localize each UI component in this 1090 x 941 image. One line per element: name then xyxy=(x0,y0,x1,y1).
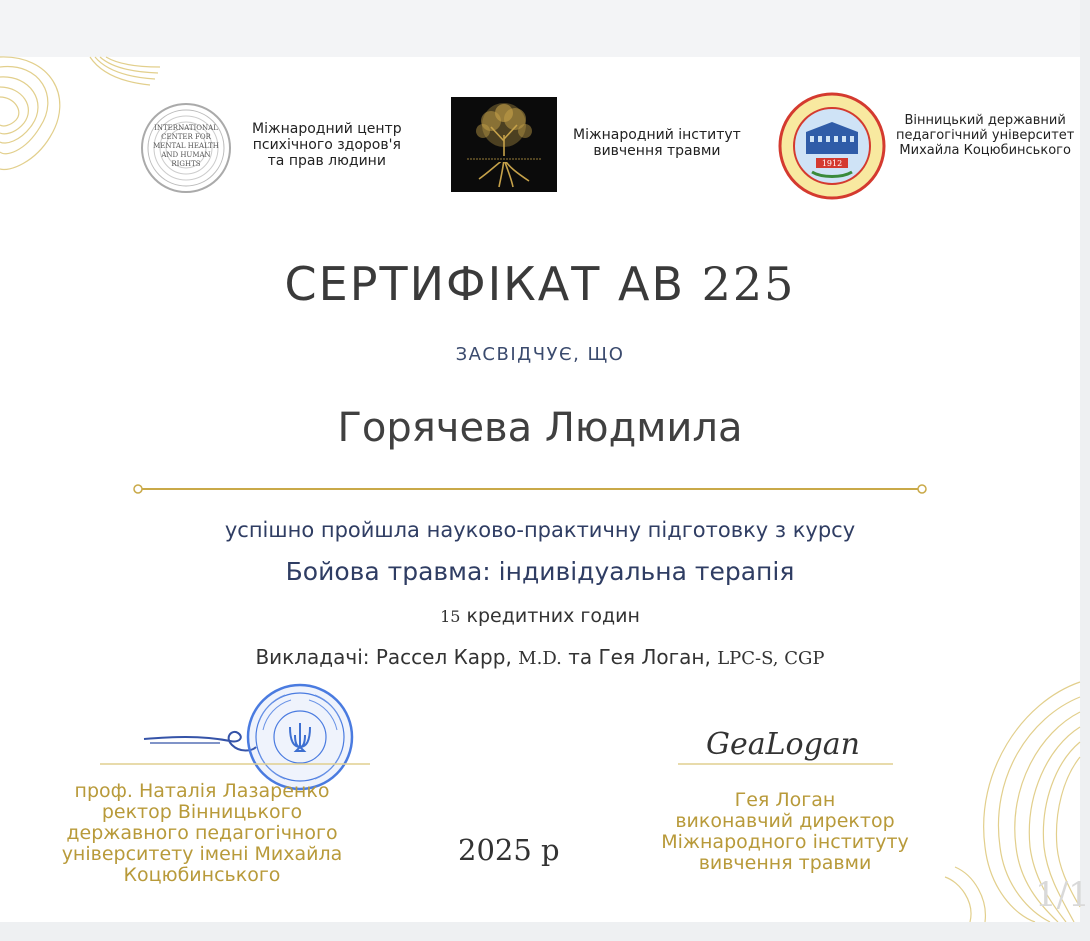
recipient-name: Горячева Людмила xyxy=(337,405,743,451)
svg-text:MENTAL HEALTH: MENTAL HEALTH xyxy=(153,142,219,150)
certifies-label: ЗАСВІДЧУЄ, ЩО xyxy=(455,344,625,365)
signature-icon xyxy=(140,707,260,757)
svg-text:INTERNATIONAL: INTERNATIONAL xyxy=(154,124,218,132)
university-emblem-icon xyxy=(778,92,886,200)
left-signature-line xyxy=(100,763,370,766)
trident-icon xyxy=(284,721,316,755)
bottom-bar xyxy=(0,922,1080,941)
certificate-page xyxy=(0,57,1090,922)
certificate-number: 225 xyxy=(701,257,796,311)
right-signatory: Гея Логан виконавчий директор Міжнародного інституту вивчення травми xyxy=(661,789,909,874)
university-name: Вінницький державний педагогічний університет Михайла Коцюбинського xyxy=(896,113,1075,158)
course-title: Бойова травма: індивідуальна терапія xyxy=(285,557,795,586)
svg-text:AND HUMAN: AND HUMAN xyxy=(161,151,211,159)
certificate-title: СЕРТИФІКАТ АВ 225 xyxy=(284,257,796,311)
svg-text:CENTER FOR: CENTER FOR xyxy=(161,133,211,141)
issue-year: 2025 р xyxy=(458,833,560,867)
signature-icon xyxy=(700,712,860,782)
right-signature-line xyxy=(678,763,893,766)
center-name: Міжнародний центр психічного здоров'я та прав людини xyxy=(252,121,402,169)
teachers-line: Викладачі: Рассел Карр, M.D. та Гея Логан, LPC-S, CGP xyxy=(255,645,825,669)
credit-hours: 15 кредитних годин xyxy=(440,605,640,627)
institute-name: Міжнародний інститут вивчення травми xyxy=(573,127,741,159)
left-signatory: проф. Наталія Лазаренко ректор Вінницького державного педагогічного університету імені Михайла Коцюбинського xyxy=(61,780,343,886)
center-seal-icon xyxy=(140,102,232,194)
tree-logo-icon xyxy=(451,97,557,192)
page-indicator: 1/1 xyxy=(1035,875,1090,915)
completion-statement: успішно пройшла науково-практичну підготовку з курсу xyxy=(224,518,856,542)
svg-text:GeaLogan: GeaLogan xyxy=(706,727,860,762)
svg-text:1912: 1912 xyxy=(821,159,843,168)
gold-divider xyxy=(132,482,928,496)
svg-text:RIGHTS: RIGHTS xyxy=(171,160,201,168)
top-bar xyxy=(0,0,1080,57)
